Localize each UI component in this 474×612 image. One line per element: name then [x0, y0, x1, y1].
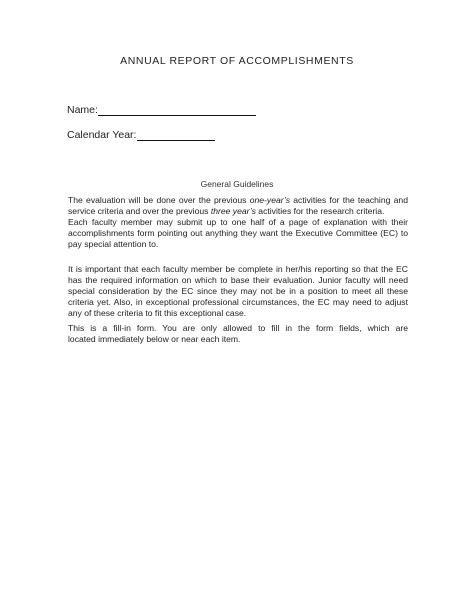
- paragraph-line: pay special attention to.: [68, 239, 159, 249]
- name-label: Name:: [67, 104, 98, 116]
- guidelines-paragraph-fill-in: [68, 323, 408, 345]
- guidelines-paragraph-evaluation: [68, 195, 408, 250]
- paragraph-line: This is a fill-in form. You are only allowed to fill in the form fields, which are: [68, 323, 408, 333]
- paragraph-line: accomplishments form pointing out anything they want the Executive Committee (EC) to: [68, 228, 408, 238]
- calendar-year-field-row: [67, 128, 215, 141]
- paragraph-line: service criteria and over the previous three year’s activities for the research criteria.: [68, 206, 385, 216]
- guidelines-heading: General Guidelines: [200, 179, 274, 189]
- paragraph-line: criteria yet. Also, in exceptional professional circumstances, the EC may need to adjust: [68, 297, 408, 307]
- paragraph-line: located immediately below or near each item.: [68, 334, 241, 344]
- paragraph-line: has the required information on which to base their evaluation. Junior faculty will need: [68, 275, 408, 285]
- paragraph-line: special consideration by the EC since they may not be in a position to meet all these: [68, 286, 408, 296]
- paragraph-line: Each faculty member may submit up to one half of a page of explanation with their: [68, 217, 408, 227]
- guidelines-paragraph-completeness: [68, 264, 408, 319]
- calendar-year-label: Calendar Year:: [67, 129, 137, 141]
- name-field-row: [67, 103, 256, 116]
- name-input-line[interactable]: [98, 103, 256, 116]
- document-title: ANNUAL REPORT OF ACCOMPLISHMENTS: [120, 55, 354, 67]
- paragraph-line: any of these criteria to fit this exceptional case.: [68, 308, 247, 318]
- paragraph-line: The evaluation will be done over the previous one-year’s activities for the teaching and: [68, 195, 408, 205]
- calendar-year-input-line[interactable]: [137, 128, 215, 141]
- paragraph-line: It is important that each faculty member be complete in her/his reporting so that the EC: [68, 264, 408, 274]
